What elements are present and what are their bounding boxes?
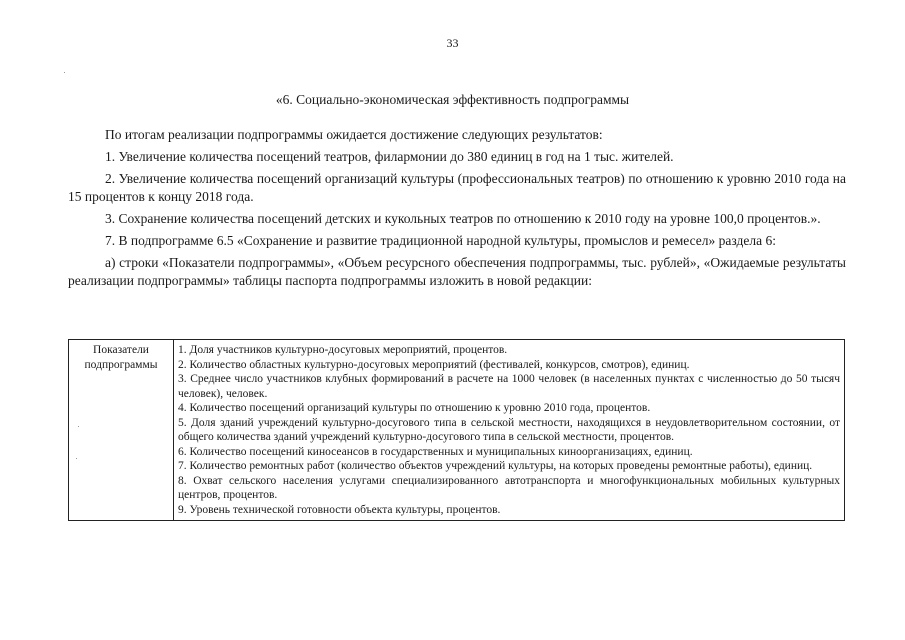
indicator-item: 1. Доля участников культурно-досуговых мероприятий, процентов.	[178, 344, 508, 356]
indicator-item: 3. Среднее число участников клубных формирований в расчете на 1000 человек (в населенных пунктах с численностью до 50 тысяч человек), человек.	[178, 373, 840, 400]
scan-speck	[78, 426, 79, 427]
paragraph-amendment-7: 7. В подпрограмме 6.5 «Сохранение и развитие традиционной народной культуры, промыслов и ремесел» раздела 6:	[105, 233, 776, 248]
table-label-cell: Показатели подпрограммы	[69, 340, 174, 521]
scan-speck	[76, 458, 77, 459]
passport-table	[68, 339, 845, 521]
paragraph-amendment-a: а) строки «Показатели подпрограммы», «Объем ресурсного обеспечения подпрограммы, тыс. рублей», «Ожидаемые результаты реализации подпрограммы» таблицы паспорта подпрограммы изложить в новой редакции:	[68, 255, 846, 288]
indicator-item: 7. Количество ремонтных работ (количество объектов учреждений культуры, на которых проведены ремонтные работы), единиц.	[178, 460, 813, 472]
indicator-item: 2. Количество областных культурно-досуговых мероприятий (фестивалей, конкурсов, смотров), единиц.	[178, 358, 690, 371]
paragraph-result-3: 3. Сохранение количества посещений детских и кукольных театров по отношению к 2010 году на уровне 100,0 процентов.».	[105, 211, 821, 226]
paragraph-intro: По итогам реализации подпрограммы ожидается достижение следующих результатов:	[105, 127, 603, 142]
indicator-item: 6. Количество посещений киносеансов в государственных и муниципальных киноорганизациях, единиц.	[178, 445, 693, 458]
table-row	[69, 340, 845, 521]
table-items-cell	[174, 340, 845, 521]
indicator-item: 5. Доля зданий учреждений культурно-досугового типа в сельской местности, находящихся в неудовлетворительном состоянии, от общего количества зданий учреждений культурно-досугового типа в сельской местности, процентов.	[178, 416, 840, 443]
scan-speck	[64, 72, 65, 73]
paragraph-result-2: 2. Увеличение количества посещений организаций культуры (профессиональных театров) по отношению к уровню 2010 года на 15 процентов к концу 2018 года.	[68, 171, 846, 204]
paragraph-result-1: 1. Увеличение количества посещений театров, филармонии до 380 единиц в год на 1 тыс. жителей.	[105, 149, 674, 164]
indicator-item: 4. Количество посещений организаций культуры по отношению к уровню 2010 года, процентов.	[178, 402, 651, 414]
document-body	[68, 126, 846, 294]
indicator-item: 9. Уровень технической готовности объекта культуры, процентов.	[178, 503, 501, 516]
section-heading: «6. Социально-экономическая эффективность подпрограммы	[275, 92, 630, 107]
page-number: 33	[446, 36, 459, 50]
indicator-item: 8. Охват сельского населения услугами специализированного автотранспорта и многофункциональных мобильных культурных центров, процентов.	[178, 474, 840, 501]
